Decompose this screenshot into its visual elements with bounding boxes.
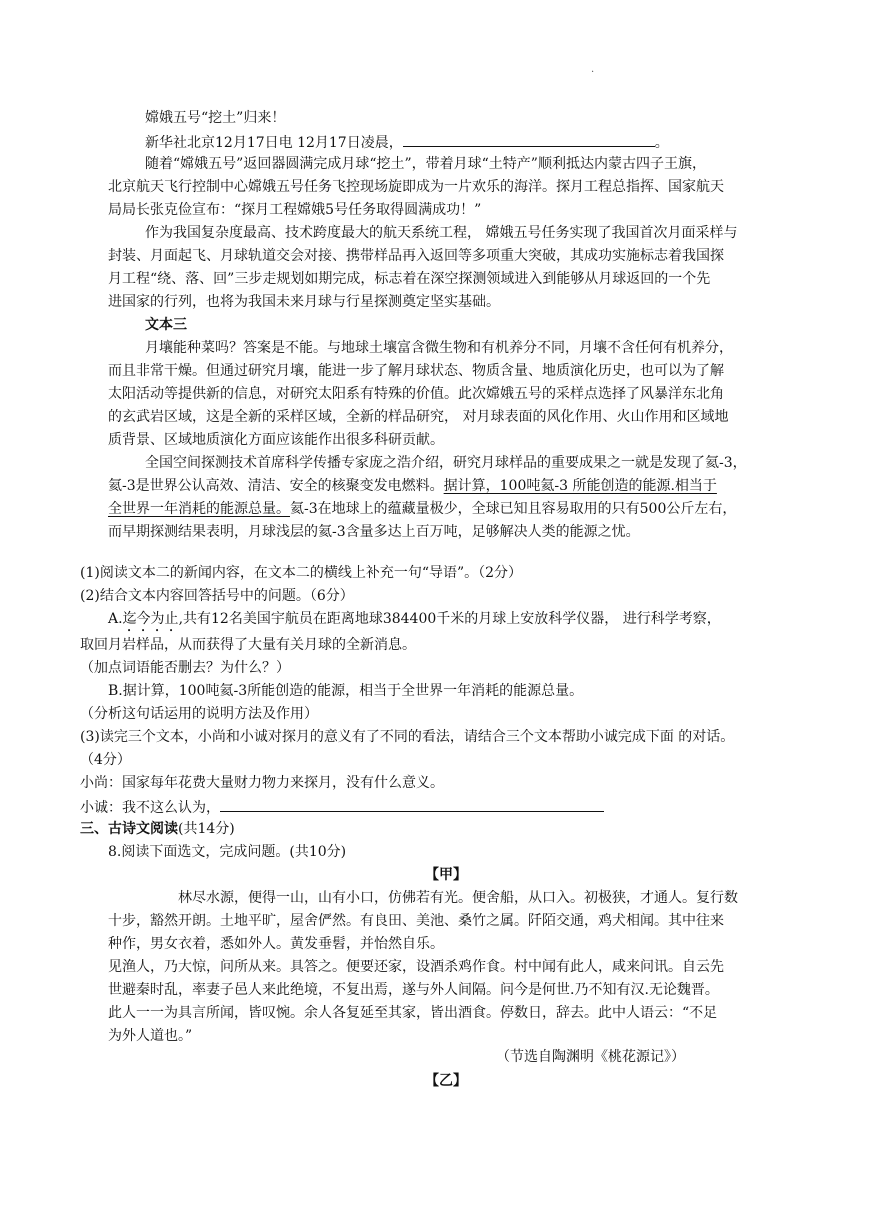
dialog-xiaoshang: 小尚：国家每年花费大量财力物力来探月，没有什么意义。 [80, 775, 444, 791]
passage-line: 种作，男女衣着，悉如外人。黄发垂髫，并怡然自乐。 [108, 936, 444, 952]
text2-p1-line: 随着“嫦娥五号”返回器圆满完成月球“挖土”，带着月球“土特产”顺利抵达内蒙古四子王旗， [145, 156, 706, 172]
question-2b-ask: （分析这句话运用的说明方法及作用） [80, 706, 318, 722]
text3-heading: 文本三 [145, 317, 187, 333]
passage-line: 十步，豁然开朗。土地平旷，屋舍俨然。有良田、美池、桑竹之属。阡陌交通，鸡犬相闻。其中往来 [108, 913, 724, 929]
text2-p2-line: 封装、月面起飞、月球轨道交会对接、携带样品再入返回等多项重大突破，其成功实施标志着我国探 [108, 248, 724, 264]
text3-p2-line [108, 499, 736, 519]
passage-source: （节选自陶渊明《桃花源记》） [496, 1049, 685, 1065]
question-2: (2)结合文本内容回答括号中的问题。（6分） [80, 588, 354, 604]
lead-blank[interactable] [403, 131, 655, 147]
top-mark: . [591, 64, 595, 75]
passage-line: 林尽水源，便得一山，山有小口，仿佛若有光。便舍船，从口入。初极狭，才通人。复行数 [178, 890, 738, 906]
question-2b: B.据计算，100吨氦-3所能创造的能源，相当于全世界一年消耗的能源总量。 [108, 683, 584, 699]
passage-yi-label: 【乙】 [425, 1073, 467, 1089]
answer-blank[interactable] [220, 796, 604, 812]
text2-p2-line: 进国家的行列，也将为我国未来月球与行星探测奠定坚实基础。 [108, 294, 500, 310]
text3-p1-line: 太阳活动等提供新的信息，对研究太阳系有特殊的价值。此次嫦娥五号的采样点选择了风暴洋东北角 [108, 386, 724, 402]
text3-p1-line: 的玄武岩区域，这是全新的采样区域，全新的样品研究， 对月球表面的风化作用、火山作用和区域地 [108, 409, 729, 425]
section3-heading [80, 819, 235, 839]
underlined-sentence-end: 全世界一年消耗的能源总量。 [108, 501, 290, 517]
text3-p1-line: 而且非常干燥。但通过研究月壤，能进一步了解月球状态、物质含量、地质演化历史，也可以为了解 [108, 363, 724, 379]
section3-score: (共14分) [178, 821, 235, 837]
question-3-score: （4分） [80, 752, 131, 768]
question-8: 8.阅读下面选文，完成问题。(共10分) [108, 844, 347, 860]
dialog-xiaocheng [80, 796, 604, 818]
text2-p2-line: 作为我国复杂度最高、技术跨度最大的航天系统工程， 嫦娥五号任务实现了我国首次月面采样与 [145, 225, 738, 241]
text3-p1-line: 质背景、区域地质演化方面应该能作出很多科研贡献。 [108, 432, 444, 448]
question-2a [108, 609, 721, 635]
text2-p1-line: 局局长张克俭宣布：“探月工程嫦娥5号任务取得圆满成功！” [108, 202, 482, 218]
text3-p2-line [108, 476, 717, 496]
xiaocheng-text: 小诚：我不这么认为， [80, 800, 220, 816]
passage-line: 此人一一为具言所闻，皆叹惋。余人各复延至其家，皆出酒食。停数日，辞去。此中人语云：“不足 [108, 1005, 718, 1021]
passage-jia-label: 【甲】 [425, 867, 467, 883]
text3-p2-plain: 氦-3是世界公认高效、清洁、安全的核聚变发电燃料。 [108, 478, 444, 494]
passage-line: 见渔人，乃大惊，问所从来。具答之。便要还家，设酒杀鸡作食。村中闻有此人，咸来问讯。自云先 [108, 959, 724, 975]
text3-p2-plain: 氦-3在地球上的蕴藏量极少，全球已知且容易取用的只有500公斤左右， [290, 501, 737, 517]
section3-title: 三、古诗文阅读 [80, 821, 178, 837]
text2-p1-line: 北京航天飞行控制中心嫦娥五号任务飞控现场旋即成为一片欢乐的海洋。探月工程总指挥、国家航天 [108, 179, 724, 195]
qa-prefix: A. [108, 611, 123, 627]
underlined-sentence: 据计算，100吨氦-3 所能创造的能源.相当于 [443, 478, 717, 494]
text3-p2-line: 而早期探测结果表明，月球浅层的氦-3含量多达上百万吨，足够解决人类的能源之忧。 [108, 524, 640, 540]
question-2a-line2: 取回月岩样品，从而获得了大量有关月球的全新消息。 [80, 637, 416, 653]
text2-title: 嫦娥五号“挖土”归来！ [145, 110, 286, 126]
text2-p2-line: 月工程“绕、落、回”三步走规划如期完成，标志着在深空探测领域进入到能够从月球返回的一个先 [108, 271, 711, 287]
question-2a-ask: （加点词语能否删去？为什么？） [80, 660, 290, 676]
qa-text: ,共有12名美国宇航员在距离地球384400千米的月球上安放科学仪器， 进行科学考察， [178, 611, 721, 627]
text3-p2-line: 全国空间探测技术首席科学传播专家庞之浩介绍，研究月球样品的重要成果之一就是发现了氦-3， [145, 455, 747, 471]
dotted-phrase: 迄今为止 [122, 611, 179, 627]
text2-dateline [145, 131, 669, 153]
passage-line: 世避秦时乱，率妻子邑人来此绝境，不复出焉，遂与外人间隔。问今是何世.乃不知有汉.无论魏晋。 [108, 982, 719, 998]
question-3: (3)读完三个文本，小尚和小诚对探月的意义有了不同的看法，请结合三个文本帮助小诚完成下面 的对话。 [80, 729, 735, 745]
dateline-text: 新华社北京12月17日电 12月17日凌晨， [145, 135, 403, 151]
dateline-end: 。 [654, 135, 669, 151]
question-1: (1)阅读文本二的新闻内容，在文本二的横线上补充一句“导语”。（2分） [80, 565, 523, 581]
text3-p1-line: 月壤能种菜吗？答案是不能。与地球土壤富含微生物和有机养分不同，月壤不含任何有机养分， [145, 340, 733, 356]
passage-line: 为外人道也。” [108, 1028, 193, 1044]
